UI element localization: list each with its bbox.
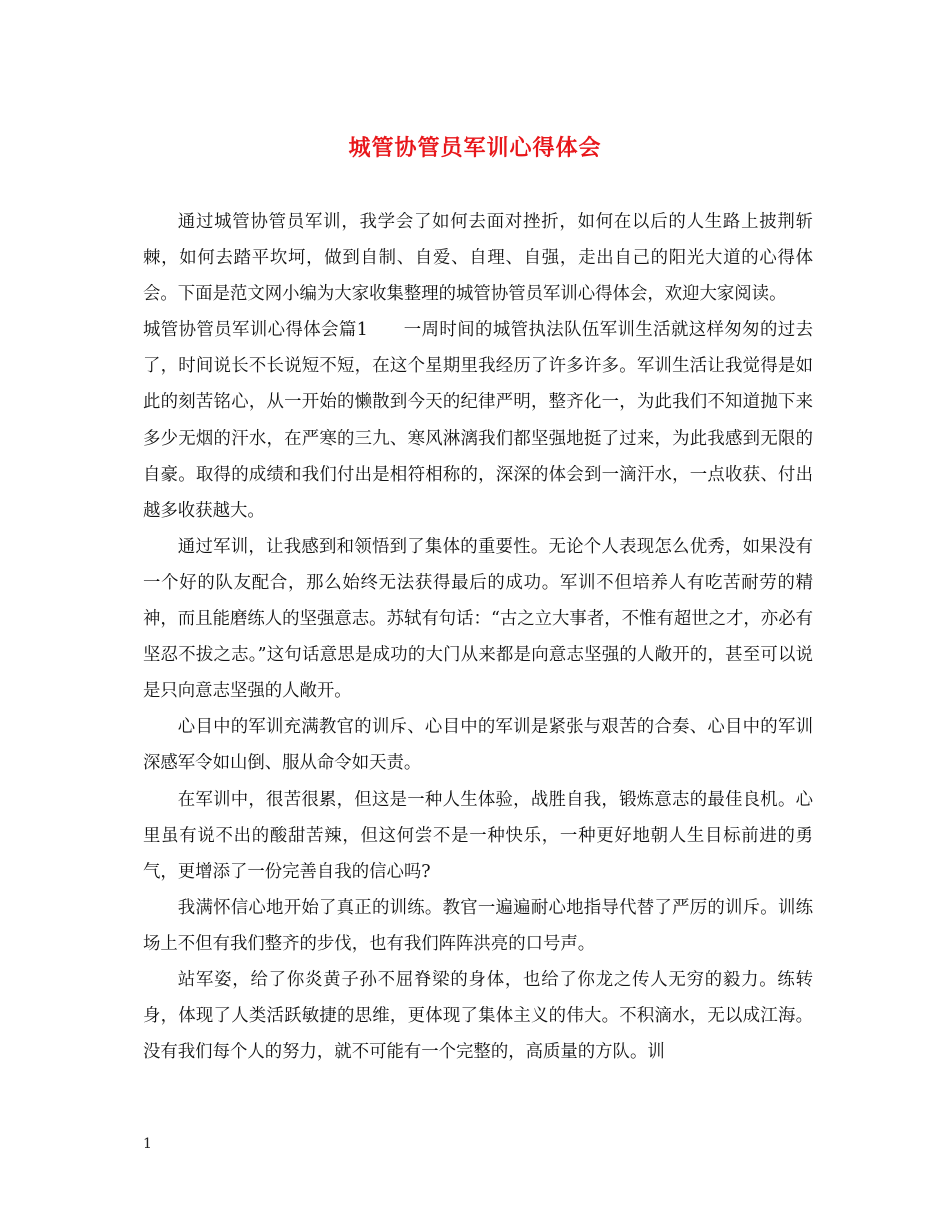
paragraph-training: 我满怀信心地开始了真正的训练。教官一遍遍耐心地指导代替了严厉的训斥。训练场上不但有我们整齐的步伐，也有我们阵阵洪亮的口号声。 <box>143 897 813 954</box>
document-body <box>143 204 813 1070</box>
paragraph-teamwork: 通过军训，让我感到和领悟到了集体的重要性。无论个人表现怎么优秀，如果没有一个好的队友配合，那么始终无法获得最后的成功。军训不但培养人有吃苦耐劳的精神，而且能磨练人的坚强意志。苏轼有句话：“古之立大事者，不惟有超世之才，亦必有坚忍不拔之志。”这句话意思是成功的大门从来都是向意志坚强的人敞开的，甚至可以说是只向意志坚强的人敞开。 <box>143 536 813 702</box>
document-title: 城管协管员军训心得体会 <box>348 135 602 161</box>
paragraph-hardship: 在军训中，很苦很累，但这是一种人生体验，战胜自我，锻炼意志的最佳良机。心里虽有说不出的酸甜苦辣，但这何尝不是一种快乐，一种更好地朝人生目标前进的勇气，更增添了一份完善自我的信心吗? <box>143 789 813 882</box>
paragraph-expectation: 心目中的军训充满教官的训斥、心目中的军训是紧张与艰苦的合奏、心目中的军训深感军令如山倒、服从命令如天责。 <box>143 717 813 774</box>
page-number: 1 <box>143 1136 152 1152</box>
paragraph-posture: 站军姿，给了你炎黄子孙不屈脊梁的身体，也给了你龙之传人无穷的毅力。练转身，体现了人类活跃敏捷的思维，更体现了集体主义的伟大。不积滴水，无以成江海。没有我们每个人的努力，就不可能有一个完整的，高质量的方队。训 <box>143 969 813 1063</box>
paragraph-intro: 通过城管协管员军训，我学会了如何去面对挫折，如何在以后的人生路上披荆斩棘，如何去踏平坎坷，做到自制、自爱、自理、自强，走出自己的阳光大道的心得体会。下面是范文网小编为大家收集整理的城管协管员军训心得体会，欢迎大家阅读。 <box>143 212 813 305</box>
paragraph-section-1: 城管协管员军训心得体会篇1 一周时间的城管执法队伍军训生活就这样匆匆的过去了，时间说长不长说短不短，在这个星期里我经历了许多许多。军训生活让我觉得是如此的刻苦铭心，从一开始的懒散到今天的纪律严明，整齐化一，为此我们不知道抛下来多少无烟的汗水，在严寒的三九、寒风淋漓我们都坚强地挺了过来，为此我感到无限的自豪。取得的成绩和我们付出是相符相称的，深深的体会到一滴汗水，一点收获、付出越多收获越大。 <box>143 320 813 521</box>
